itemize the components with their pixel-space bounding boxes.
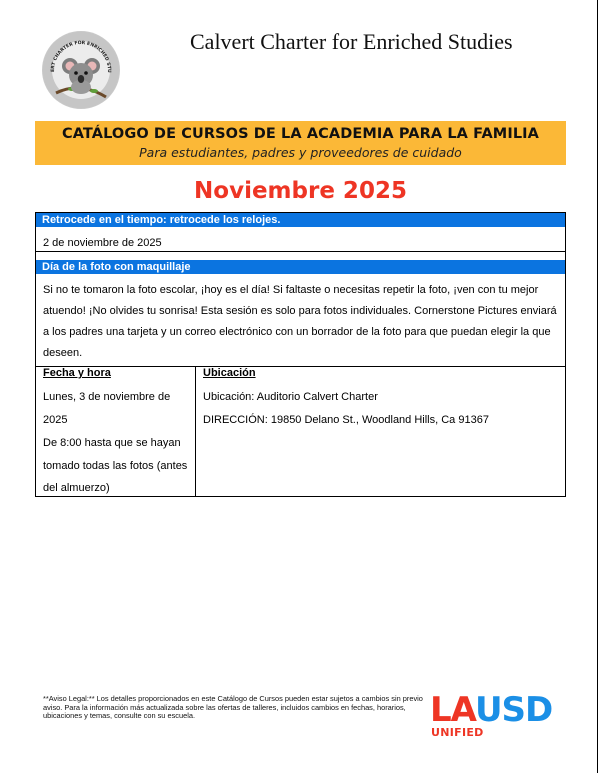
event-description: Si no te tomaron la foto escolar, ¡hoy es el día! Si faltaste o necesitas repetir la foto, ¡ven con tu mejor atuendo! ¡No olvides tu sonrisa! Esta sesión es solo para fotos individuales. Cornerstone Pictures enviará a los padres una tarjeta y un correo electrónico con un borrador de la foto para que puedan elegir la que deseen.: [43, 284, 557, 359]
event-table: [35, 212, 566, 497]
catalog-subtitle: Para estudiantes, padres y proveedores de cuidado: [139, 145, 462, 160]
month-heading: Noviembre 2025: [194, 178, 407, 204]
catalog-banner: [35, 121, 566, 165]
school-name: Calvert Charter for Enriched Studies: [190, 29, 513, 54]
lausd-la: LA: [430, 690, 475, 730]
legal-disclaimer: **Aviso Legal:** Los detalles proporcionados en este Catálogo de Cursos pueden estar sujetos a cambios sin previo aviso. Para la información más actualizada sobre las ofertas de talleres, incluidos cambios en fechas, horarios, ubicaciones y temas, consulte con su escuela.: [43, 694, 423, 721]
date-time-cell: [43, 386, 188, 500]
page-edge: [597, 0, 598, 773]
event-time-line: del almuerzo): [43, 482, 110, 494]
lausd-logo: [430, 692, 560, 740]
lausd-usd: USD: [474, 690, 553, 730]
event-title-bar: Retrocede en el tiempo: retrocede los relojes.: [36, 213, 565, 227]
location-cell: [203, 386, 558, 431]
column-divider: [195, 366, 196, 497]
school-logo: [42, 31, 120, 109]
logo-arc-text: ERT CHARTER FOR ENRICHED STU: [50, 40, 112, 73]
event-date: 2 de noviembre de 2025: [43, 237, 162, 249]
event-time-line: tomado todas las fotos (antes: [43, 459, 188, 472]
event-title-bar: Día de la foto con maquillaje: [36, 260, 565, 274]
lausd-unified: UNIFIED: [431, 726, 484, 739]
event-time-line: De 8:00 hasta que se hayan: [43, 437, 181, 449]
date-column-header: Fecha y hora: [43, 367, 111, 379]
location-column-header: Ubicación: [203, 367, 256, 379]
event-date-line: Lunes, 3 de noviembre de: [43, 391, 171, 403]
event-address: DIRECCIÓN: 19850 Delano St., Woodland Hills, Ca 91367: [203, 413, 489, 426]
row-divider: [36, 251, 565, 252]
row-divider: [36, 366, 565, 367]
event-location: Ubicación: Auditorio Calvert Charter: [203, 391, 378, 403]
koala-logo-icon: [42, 31, 120, 109]
catalog-title: CATÁLOGO DE CURSOS DE LA ACADEMIA PARA LA FAMILIA: [61, 126, 539, 142]
event-date-line: 2025: [43, 413, 68, 426]
